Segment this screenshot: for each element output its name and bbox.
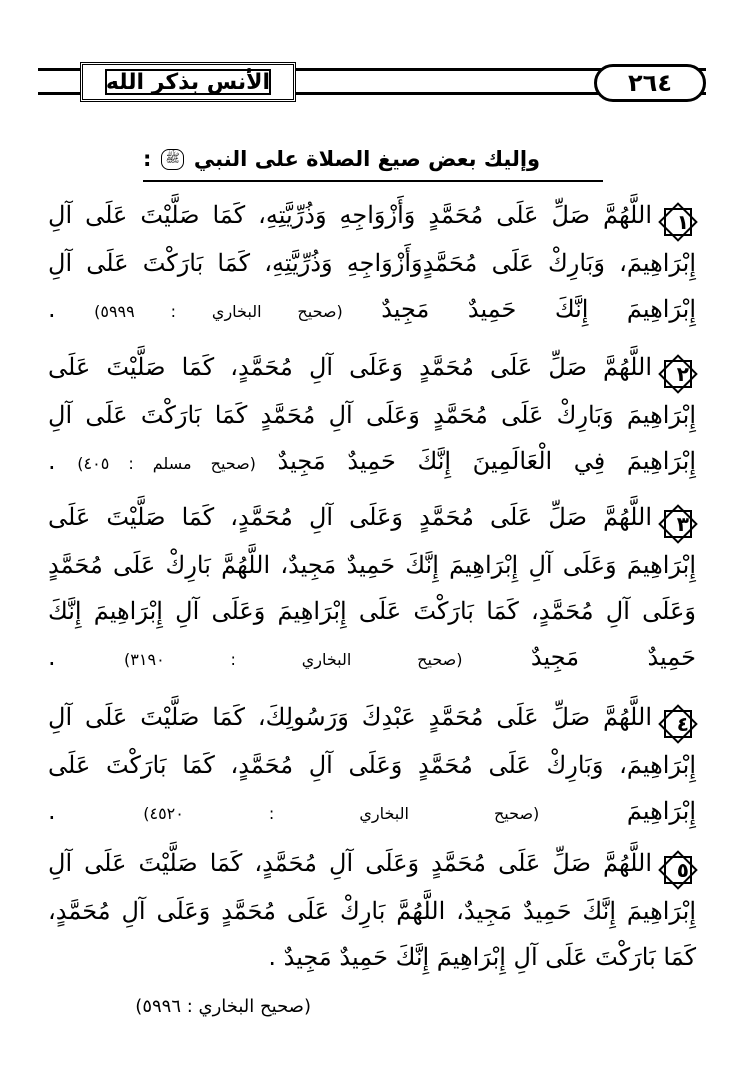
hadith-reference: (صحيح مسلم : ٤٠٥) — [77, 454, 256, 473]
entry-end-mark: . — [48, 643, 56, 671]
page-number-badge — [594, 64, 706, 102]
entry-text: اللَّهُمَّ صَلِّ عَلَى مُحَمَّدٍ وَأَزْوَاجِهِ وَذُرِّيَّتِهِ، كَمَا صَلَّيْتَ عَلَى آلِ إِبْرَاهِيمَ، وَبَارِكْ عَلَى مُحَمَّدٍوَأَزْوَاجِهِ وَذُرِّيَّتِهِ، كَمَا بَارَكْتَ عَلَى آلِ إِبْرَاهِيمَ إِنَّكَ حَمِيدٌ مَجِيدٌ — [48, 201, 696, 323]
entry-text: اللَّهُمَّ صَلِّ عَلَى مُحَمَّدٍ عَبْدِكَ وَرَسُولِكَ، كَمَا صَلَّيْتَ عَلَى آلِ إِبْرَاهِيمَ، وَبَارِكْ عَلَى مُحَمَّدٍ وَعَلَى آلِ مُحَمَّدٍ، كَمَا بَارَكْتَ عَلَى إِبْرَاهِيمَ — [48, 703, 697, 825]
hadith-reference: (صحيح البخاري : ٤٥٢٠) — [143, 804, 540, 823]
page-header — [38, 62, 706, 106]
entry-end-mark: . — [48, 295, 56, 323]
section-heading-text: وإليك بعض صيغ الصلاة على النبي — [193, 147, 541, 171]
entry-end-mark: . — [48, 447, 56, 475]
hadith-reference: (صحيح البخاري : ٣١٩٠) — [124, 650, 463, 669]
section-heading-colon: : — [143, 147, 152, 171]
number-ornament-icon — [660, 852, 696, 888]
salawat-entry-1 — [48, 192, 696, 335]
entry-end-mark: . — [268, 943, 276, 971]
page-number: ٢٦٤ — [628, 69, 672, 97]
entry-number: ٢ — [667, 363, 689, 385]
book-title-inner-frame — [105, 69, 271, 95]
salawat-seal-icon: ﷺ — [161, 149, 184, 170]
section-heading — [143, 138, 603, 182]
book-title: الأنس بذكر الله — [105, 69, 271, 95]
number-ornament-icon — [660, 356, 696, 392]
entry-number: ١ — [667, 211, 689, 233]
entry-text: اللَّهُمَّ صَلِّ عَلَى مُحَمَّدٍ وَعَلَى آلِ مُحَمَّدٍ، كَمَا صَلَّيْتَ عَلَى إِبْرَاهِيمَ وَبَارِكْ عَلَى مُحَمَّدٍ وَعَلَى آلِ مُحَمَّدٍ كَمَا بَارَكْتَ عَلَى آلِ إِبْرَاهِيمَ فِي الْعَالَمِينَ إِنَّكَ حَمِيدٌ مَجِيدٌ — [48, 353, 697, 475]
entry-number: ٣ — [667, 513, 689, 535]
number-ornament-icon — [660, 506, 696, 542]
salawat-entry-4 — [48, 694, 696, 837]
salawat-entry-2 — [48, 344, 696, 487]
entry-text: اللَّهُمَّ صَلِّ عَلَى مُحَمَّدٍ وَعَلَى آلِ مُحَمَّدٍ، كَمَا صَلَّيْتَ عَلَى آلِ إِبْرَاهِيمَ إِنَّكَ حَمِيدٌ مَجِيدٌ، اللَّهُمَّ بَارِكْ عَلَى مُحَمَّدٍ وَعَلَى آلِ مُحَمَّدٍ، كَمَا بَارَكْتَ عَلَى آلِ إِبْرَاهِيمَ إِنَّكَ حَمِيدٌ مَجِيدٌ — [48, 849, 696, 971]
final-hadith-reference: (صحيح البخاري : ٥٩٩٦) — [135, 996, 311, 1017]
number-ornament-icon — [660, 204, 696, 240]
number-ornament-icon — [660, 706, 696, 742]
entry-number: ٤ — [667, 713, 689, 735]
entry-text: اللَّهُمَّ صَلِّ عَلَى مُحَمَّدٍ وَعَلَى آلِ مُحَمَّدٍ، كَمَا صَلَّيْتَ عَلَى إِبْرَاهِيمَ وَعَلَى آلِ إِبْرَاهِيمَ إِنَّكَ حَمِيدٌ مَجِيدٌ، اللَّهُمَّ بَارِكْ عَلَى مُحَمَّدٍ وَعَلَى آلِ مُحَمَّدٍ، كَمَا بَارَكْتَ عَلَى إِبْرَاهِيمَ وَعَلَى آلِ إِبْرَاهِيمَ إِنَّكَ حَمِيدٌ مَجِيدٌ — [48, 503, 696, 671]
hadith-reference: (صحيح البخاري : ٥٩٩٩) — [94, 302, 343, 321]
salawat-entry-3 — [48, 494, 696, 683]
entry-end-mark: . — [48, 797, 56, 825]
salawat-entry-5 — [48, 840, 696, 980]
book-title-frame — [80, 62, 296, 102]
entry-number: ٥ — [667, 859, 689, 881]
